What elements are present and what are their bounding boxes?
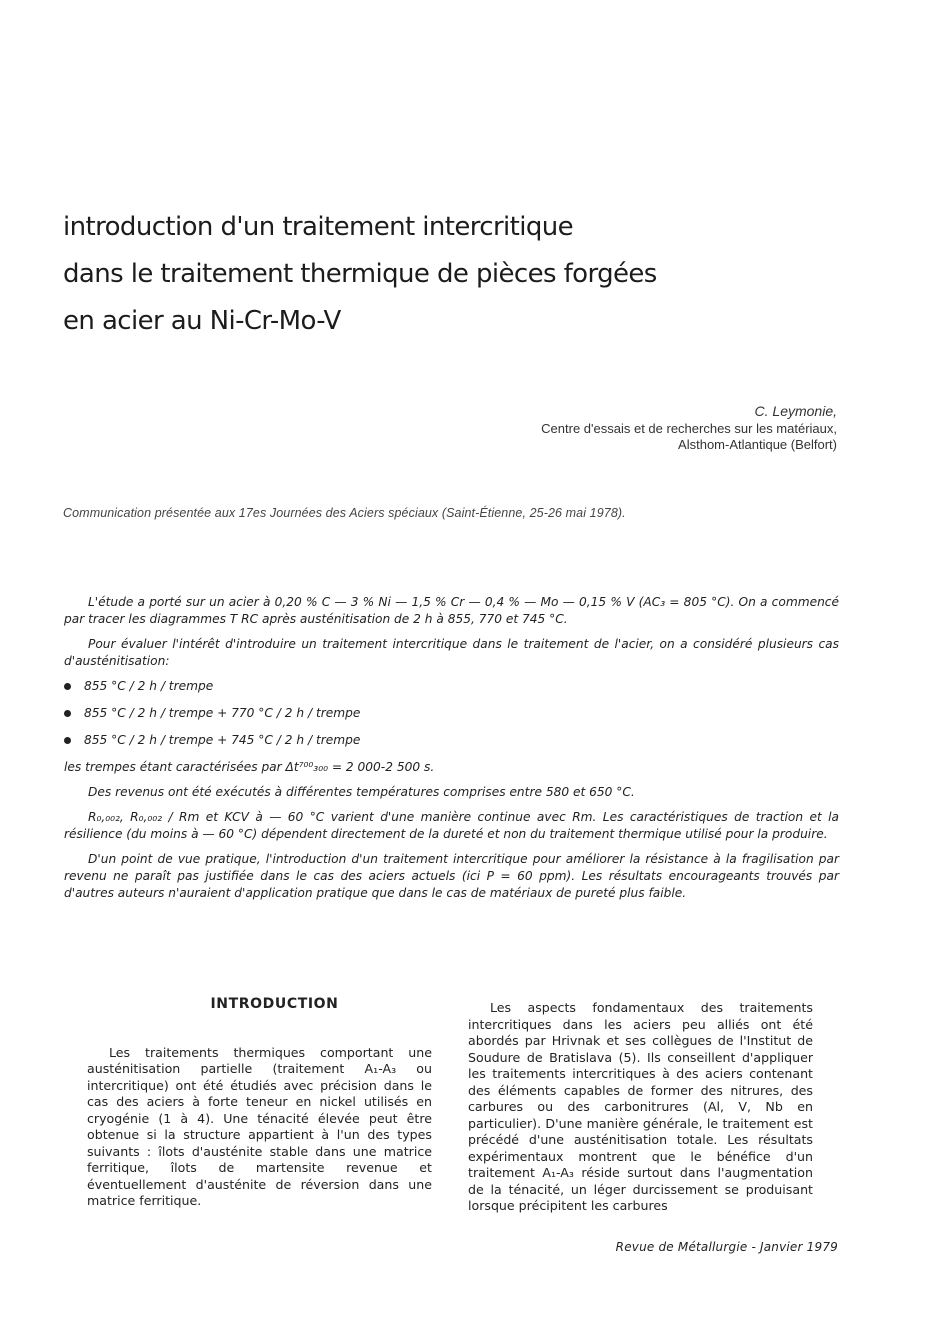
- title-line-1: introduction d'un traitement intercritique: [63, 212, 574, 242]
- introduction-left-column: [87, 996, 432, 1210]
- introduction-heading: INTRODUCTION: [210, 996, 339, 1012]
- bullet-text: 855 °C / 2 h / trempe + 770 °C / 2 h / trempe: [84, 706, 361, 720]
- introduction-right-column: [468, 1000, 813, 1215]
- bullet-dot-icon: [64, 683, 71, 690]
- communication-note: Communication présentée aux 17es Journées des Aciers spéciaux (Saint-Étienne, 25-26 mai 1978).: [63, 506, 626, 520]
- abstract-bullet-1: [64, 678, 839, 695]
- bullet-dot-icon: [64, 710, 71, 717]
- author-affiliation-line-2: Alsthom-Atlantique (Belfort): [678, 437, 837, 452]
- introduction-right-paragraph: Les aspects fondamentaux des traitements intercritiques dans les aciers peu alliés ont été abordés par Hrivnak et ses collègues de l'Institut de Soudure de Bratislava (5). Ils conseillent d'appliquer les traitements intercritiques à des aciers contenant des éléments capables de former des nitrures, des carbures ou des carbonitrures (Al, V, Nb en particulier). D'une manière générale, le traitement est précédé d'une austénitisation totale. Les résultats expérimentaux montrent que le bénéfice d'un traitement A₁-A₃ réside surtout dans l'augmentation de la ténacité, un léger durcissement se produisant lorsque précipitent les carbures: [468, 1000, 813, 1213]
- abstract-bullet-3: [64, 732, 839, 749]
- abstract-paragraph-1: L'étude a porté sur un acier à 0,20 % C — 3 % Ni — 1,5 % Cr — 0,4 % — Mo — 0,15 % V (AC₃ = 805 °C). On a commencé par tracer les diagrammes T RC après austénitisation de 2 h à 855, 770 et 745 °C.: [64, 595, 839, 626]
- author-block: [541, 403, 837, 453]
- title-line-2: dans le traitement thermique de pièces forgées: [63, 259, 657, 289]
- introduction-left-paragraph: Les traitements thermiques comportant une austénitisation partielle (traitement A₁-A₃ ou intercritique) ont été étudiés avec précision dans le cas des aciers à forte teneur en nickel utilisés en cryogénie (1 à 4). Une ténacité élevée peut être obtenue si la structure appartient à l'un des types suivants : îlots d'austénite stable dans une matrice ferritique, îlots de martensite revenue et éventuellement d'austénite de réversion dans une matrice ferritique.: [87, 1044, 432, 1208]
- author-affiliation-line-1: Centre d'essais et de recherches sur les matériaux,: [541, 421, 837, 436]
- bullet-dot-icon: [64, 737, 71, 744]
- bullet-text: 855 °C / 2 h / trempe: [84, 679, 214, 693]
- article-title: [63, 204, 883, 345]
- abstract-paragraph-3: les trempes étant caractérisées par Δt⁷⁰⁰₃₀₀ = 2 000-2 500 s.: [64, 760, 435, 774]
- abstract: [64, 594, 839, 910]
- title-line-3: en acier au Ni-Cr-Mo-V: [63, 306, 341, 336]
- abstract-paragraph-2: Pour évaluer l'intérêt d'introduire un traitement intercritique dans le traitement de l'acier, on a considéré plusieurs cas d'austénitisation:: [64, 637, 839, 668]
- author-name: C. Leymonie,: [754, 403, 837, 419]
- abstract-paragraph-4: Des revenus ont été exécutés à différentes températures comprises entre 580 et 650 °C.: [88, 785, 635, 799]
- abstract-paragraph-6: D'un point de vue pratique, l'introduction d'un traitement intercritique pour améliorer la résistance à la fragilisation par revenu ne paraît pas justifiée dans le cas des aciers actuels (ici P = 60 ppm). Les résultats encourageants trouvés par d'autres auteurs n'auraient d'application pratique que dans le cas de matériaux de pureté plus faible.: [64, 852, 839, 900]
- bullet-text: 855 °C / 2 h / trempe + 745 °C / 2 h / trempe: [84, 733, 361, 747]
- page-footer: Revue de Métallurgie - Janvier 1979: [615, 1240, 838, 1254]
- abstract-paragraph-5: R₀,₀₀₂, R₀,₀₀₂ / Rm et KCV à — 60 °C varient d'une manière continue avec Rm. Les caractéristiques de traction et la résilience (du moins à — 60 °C) dépendent directement de la dureté et non du traitement thermique utilisé pour la produire.: [64, 810, 839, 841]
- abstract-bullet-2: [64, 705, 839, 722]
